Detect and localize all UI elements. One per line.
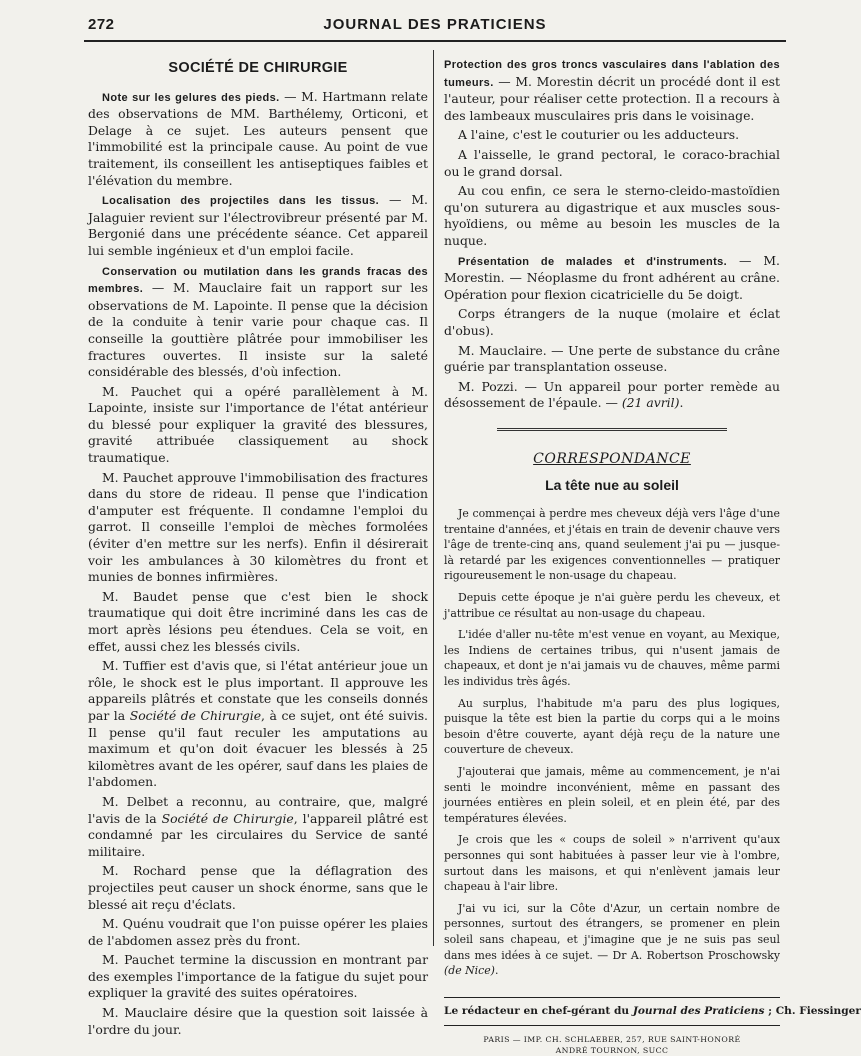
paragraph: Corps étrangers de la nuque (molaire et éclat d'obus). [444, 306, 780, 338]
paragraph: A l'aine, c'est le couturier ou les adducteurs. [458, 127, 740, 143]
footer-rule [444, 997, 780, 998]
paragraph: Localisation des projectiles dans les tissus. — M. Jalaguier revient sur l'électrovibreur présenté par M. Bergonié dans une précédente séance. Cet appareil lui semble ingénieux et d'un emploi facile. [88, 192, 428, 258]
paragraph: M. Delbet a reconnu, au contraire, que, malgré l'avis de la Société de Chirurgie, l'appareil plâtré est condamné par les circulaires du Service de santé militaire. [88, 793, 428, 859]
section-separator [497, 428, 727, 431]
section-title: SOCIÉTÉ DE CHIRURGIE [168, 60, 348, 76]
rubric-heading: Localisation des projectiles dans les tissus. [102, 195, 380, 208]
paragraph: M. Pauchet approuve l'immobilisation des fractures dans du store de rideau. Il pense que l'indication d'amputer est fréquente. Il condamne l'emploi du garrot. Il conseille l'emploi de mèches formolées (éviter d'en mettre sur les nerfs). Enfin il désirerait voir les ambulances à 30 kilomètres du front et munies de bonnes infirmières. [88, 469, 428, 585]
page-number: 272 [88, 16, 115, 33]
paragraph: L'idée d'aller nu-tête m'est venue en voyant, au Mexique, les Indiens de certaines tribus, qui n'usent jamais de chapeaux, et dont je n'ai jamais vu de chauves, même parmi les individus très âgés. [444, 628, 780, 688]
paragraph: A l'aisselle, le grand pectoral, le coraco-brachial ou le grand dorsal. [444, 146, 780, 179]
paragraph: Au cou enfin, ce sera le sterno-cleido-mastoïdien qu'on suturera au digastrique et aux muscles sous-hyoïdiens, ou même au besoin les muscles de la nuque. [444, 183, 780, 248]
paragraph: M. Mauclaire. — Une perte de substance du crâne guérie par transplantation osseuse. [444, 342, 780, 375]
rubric-heading: Protection des gros troncs vasculaires dans l'ablation des tumeurs. [444, 59, 780, 89]
article-title: La tête nue au soleil [545, 477, 679, 494]
editor-line: Le rédacteur en chef-gérant du Journal des Praticiens ; Ch. Fiessinger [444, 1004, 861, 1017]
column-divider [433, 50, 434, 946]
rubric-heading: Présentation de malades et d'instruments. [458, 255, 728, 268]
paragraph: J'ai vu ici, sur la Côte d'Azur, un certain nombre de personnes, surtout des étrangers, se promener en plein soleil sans chapeau, et j'imagine que je ne suis pas seul dans mes idées à ce sujet. — Dr A. Robertson Proschowsky (de Nice). [444, 901, 780, 978]
paragraph: M. Mauclaire désire que la question soit laissée à l'ordre du jour. [88, 1005, 428, 1037]
paragraph: M. Pozzi. — Un appareil pour porter remède au désossement de l'épaule. — (21 avril). [444, 378, 780, 411]
paragraph: M. Pauchet qui a opéré parallèlement à M. Lapointe, insiste sur l'importance de l'état antérieur du blessé pour expliquer la gravité des blessures, gravité attribuée classiquement au shock traumatique. [88, 383, 428, 466]
paragraph: Je commençai à perdre mes cheveux déjà vers l'âge d'une trentaine d'années, et j'étais en train de devenir chauve vers l'âge de trente-cinq ans, quand seulement j'ai pu — jusque-là retardé par les exigences conventionnelles — pratiquer rigoureusement le non-usage du chapeau. [444, 507, 780, 583]
header-rule [84, 40, 786, 42]
right-column [444, 56, 861, 1056]
paragraph: Depuis cette époque je n'ai guère perdu les cheveux, et j'attribue ce résultat au non-usage du chapeau. [444, 591, 780, 620]
rubric-heading: Conservation ou mutilation dans les grands fracas des membres. [88, 265, 428, 296]
page-header [88, 16, 782, 38]
correspondance-heading: CORRESPONDANCE [533, 450, 691, 467]
paragraph: M. Pauchet termine la discussion en montrant par des exemples l'importance de la fatigue du sujet pour expliquer la gravité des suites opératoires. [88, 952, 428, 1001]
paragraph: M. Rochard pense que la déflagration des projectiles peut causer un shock énorme, sans que le blessé ait reçu d'éclats. [88, 863, 428, 912]
left-column [88, 56, 428, 1041]
paragraph: Conservation ou mutilation dans les grands fracas des membres. — M. Mauclaire fait un rapport sur les observations de M. Lapointe. Il pense que la décision de la conduite à tenir varie pour chaque cas. Il conseille la gouttière plâtrée pour immobiliser les fractures ouvertes. Il insiste sur la saleté considérable des blessés, d'où infection. [88, 265, 428, 380]
paragraph: Au surplus, l'habitude m'a paru des plus logiques, puisque la tête est bien la partie du corps qui a le moins besoin d'être couverte, ayant déjà reçu de la nature une couverture de cheveux. [444, 696, 780, 757]
paragraph: J'ajouterai que jamais, même au commencement, je n'ai senti le moindre inconvénient, même en passant des journées entières en plein soleil, et en plein été, par des températures élevées. [444, 764, 780, 825]
correspondance-body [444, 506, 780, 979]
footer-rule [444, 1025, 780, 1026]
paragraph: Note sur les gelures des pieds. — M. Hartmann relate des observations de MM. Barthélemy, Orticoni, et Delage à ce sujet. Les auteurs pensent que l'immobilité est la principale cause. Au point de vue traitement, ils conseillent les antiseptiques faibles et l'élévation du membre. [88, 88, 428, 188]
paragraph: M. Baudet pense que c'est bien le shock traumatique qui doit être incriminé dans les cas de mort après lésions peu étendues. Cela se voit, en effet, aussi chez les blessés civils. [88, 588, 428, 654]
rubric-heading: Note sur les gelures des pieds. [102, 91, 280, 104]
printer-imprint: PARIS — IMP. CH. SCHLAEBER, 257, RUE SAINT-HONORÉ ANDRÉ TOURNON, SUCC [483, 1035, 741, 1056]
paragraph: M. Quénu voudrait que l'on puisse opérer les plaies de l'abdomen assez près du front. [88, 916, 428, 948]
paragraph: Je crois que les « coups de soleil » n'arrivent qu'aux personnes qui sont habituées à passer leur vie à l'ombre, surtout dans les maisons, et qui n'enlèvent jamais leur chapeau à l'air libre. [444, 833, 780, 894]
paragraph: Présentation de malades et d'instruments. — M. Morestin. — Néoplasme du front adhérent au crâne. Opération pour flexion cicatricielle du 5e doigt. [444, 252, 780, 302]
paragraph: Protection des gros troncs vasculaires dans l'ablation des tumeurs. — M. Morestin décrit un procédé dont il est l'auteur, pour réaliser cette protection. Il a recours à des lambeaux musculaires pris dans le voisinage. [444, 59, 780, 123]
journal-title: JOURNAL DES PRATICIENS [323, 16, 547, 33]
paragraph: M. Tuffier est d'avis que, si l'état antérieur joue un rôle, le shock est le plus important. Il approuve les appareils plâtrés et constate que les conseils donnés par la Société de Chirurgie, à ce sujet, ont été suivis. Il pense qu'il faut reculer les amputations au maximum et qu'on doit évacuer les blessés à 25 kilomètres avant de les opérer, sauf dans les plaies de l'abdomen. [88, 658, 428, 790]
